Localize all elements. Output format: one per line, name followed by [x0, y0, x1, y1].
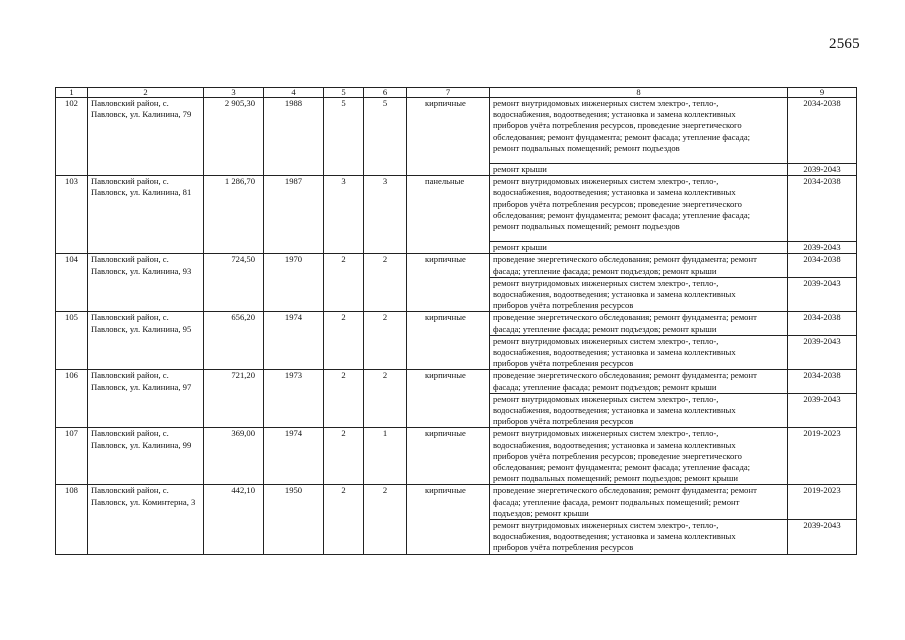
period-cell: 2034-2038	[788, 98, 857, 164]
year-cell: 1973	[264, 370, 324, 428]
row-number-cell: 104	[56, 254, 88, 312]
address-cell: Павловский район, с. Павловск, ул. Калинина, 93	[88, 254, 204, 312]
column-number-row	[56, 88, 857, 98]
area-cell: 2 905,30	[204, 98, 264, 176]
floors-cell: 5	[324, 98, 364, 176]
works-cell: ремонт внутридомовых инженерных систем электро-, тепло-, водоснабжения, водоотведения; установка и замена коллективных приборов учёта потребления ресурсов; проведение энергетического обследования; ремонт фундамента; ремонт фасада; утепление фасада; ремонт подвальных помещений; ремонт подъездов; ремонт крыши	[490, 428, 788, 485]
year-cell: 1974	[264, 312, 324, 370]
area-cell: 1 286,70	[204, 176, 264, 254]
year-cell: 1988	[264, 98, 324, 176]
works-cell: проведение энергетического обследования; ремонт фундамента; ремонт фасада; утепление фасада; ремонт подъездов; ремонт крыши	[490, 312, 788, 335]
period-cell: 2019-2023	[788, 428, 857, 485]
column-header: 6	[364, 88, 407, 98]
period-cell: 2039-2043	[788, 164, 857, 176]
year-cell: 1950	[264, 485, 324, 554]
row-number-cell: 105	[56, 312, 88, 370]
entrances-cell: 2	[364, 312, 407, 370]
year-cell: 1974	[264, 428, 324, 485]
row-number-cell: 108	[56, 485, 88, 554]
period-cell: 2039-2043	[788, 393, 857, 428]
works-cell: проведение энергетического обследования; ремонт фундамента; ремонт фасада; утепление фасада; ремонт подъездов; ремонт крыши	[490, 370, 788, 393]
period-cell: 2034-2038	[788, 370, 857, 393]
column-header: 5	[324, 88, 364, 98]
floors-cell: 2	[324, 428, 364, 485]
entrances-cell: 5	[364, 98, 407, 176]
address-cell: Павловский район, с. Павловск, ул. Калинина, 97	[88, 370, 204, 428]
floors-cell: 2	[324, 370, 364, 428]
table-row	[56, 312, 857, 335]
wall-material-cell: кирпичные	[407, 428, 490, 485]
column-header: 3	[204, 88, 264, 98]
column-header: 1	[56, 88, 88, 98]
works-cell: ремонт внутридомовых инженерных систем электро-, тепло-, водоснабжения, водоотведения; установка и замена коллективных приборов учёта потребления ресурсов; проведение энергетического обследования; ремонт фундамента; ремонт фасада; утепление фасада; ремонт подвальных помещений; ремонт подъездов	[490, 176, 788, 242]
works-cell: ремонт внутридомовых инженерных систем электро-, тепло-, водоснабжения, водоотведения; установка и замена коллективных приборов учёта потребления ресурсов	[490, 277, 788, 312]
row-number-cell: 103	[56, 176, 88, 254]
table-row	[56, 254, 857, 277]
works-cell: ремонт внутридомовых инженерных систем электро-, тепло-, водоснабжения, водоотведения; установка и замена коллективных приборов учёта потребления ресурсов, проведение энергетического обследования; ремонт фундамента; ремонт фасада; утепление фасада; ремонт подвальных помещений; ремонт подъездов	[490, 98, 788, 164]
wall-material-cell: кирпичные	[407, 312, 490, 370]
year-cell: 1987	[264, 176, 324, 254]
wall-material-cell: кирпичные	[407, 370, 490, 428]
column-header: 9	[788, 88, 857, 98]
period-cell: 2039-2043	[788, 520, 857, 555]
row-number-cell: 106	[56, 370, 88, 428]
wall-material-cell: кирпичные	[407, 485, 490, 554]
area-cell: 656,20	[204, 312, 264, 370]
period-cell: 2039-2043	[788, 242, 857, 254]
entrances-cell: 2	[364, 485, 407, 554]
address-cell: Павловский район, с. Павловск, ул. Коминтерна, 3	[88, 485, 204, 554]
period-cell: 2034-2038	[788, 312, 857, 335]
address-cell: Павловский район, с. Павловск, ул. Калинина, 79	[88, 98, 204, 176]
wall-material-cell: кирпичные	[407, 98, 490, 176]
column-header: 2	[88, 88, 204, 98]
period-cell: 2039-2043	[788, 335, 857, 370]
repair-schedule-table	[55, 87, 857, 555]
works-cell: проведение энергетического обследования; ремонт фундамента; ремонт фасада; утепление фасада, ремонт подвальных помещений; ремонт подъездов; ремонт крыши	[490, 485, 788, 520]
area-cell: 721,20	[204, 370, 264, 428]
column-header: 4	[264, 88, 324, 98]
column-header: 7	[407, 88, 490, 98]
table-row	[56, 176, 857, 242]
entrances-cell: 1	[364, 428, 407, 485]
address-cell: Павловский район, с. Павловск, ул. Калинина, 99	[88, 428, 204, 485]
table-row	[56, 370, 857, 393]
table-row	[56, 485, 857, 520]
wall-material-cell: кирпичные	[407, 254, 490, 312]
floors-cell: 2	[324, 312, 364, 370]
entrances-cell: 2	[364, 254, 407, 312]
page-number: 2565	[829, 36, 860, 52]
column-header: 8	[490, 88, 788, 98]
period-cell: 2039-2043	[788, 277, 857, 312]
entrances-cell: 2	[364, 370, 407, 428]
works-cell: ремонт внутридомовых инженерных систем электро-, тепло-, водоснабжения, водоотведения; установка и замена коллективных приборов учёта потребления ресурсов	[490, 335, 788, 370]
entrances-cell: 3	[364, 176, 407, 254]
year-cell: 1970	[264, 254, 324, 312]
floors-cell: 2	[324, 254, 364, 312]
address-cell: Павловский район, с. Павловск, ул. Калинина, 95	[88, 312, 204, 370]
wall-material-cell: панельные	[407, 176, 490, 254]
works-cell: ремонт внутридомовых инженерных систем электро-, тепло-, водоснабжения, водоотведения; установка и замена коллективных приборов учёта потребления ресурсов	[490, 520, 788, 555]
works-cell: ремонт крыши	[490, 164, 788, 176]
works-cell: проведение энергетического обследования; ремонт фундамента; ремонт фасада; утепление фасада; ремонт подъездов; ремонт крыши	[490, 254, 788, 277]
row-number-cell: 102	[56, 98, 88, 176]
floors-cell: 2	[324, 485, 364, 554]
table-row	[56, 98, 857, 164]
period-cell: 2034-2038	[788, 254, 857, 277]
area-cell: 724,50	[204, 254, 264, 312]
table-row	[56, 428, 857, 485]
floors-cell: 3	[324, 176, 364, 254]
works-cell: ремонт крыши	[490, 242, 788, 254]
period-cell: 2019-2023	[788, 485, 857, 520]
area-cell: 369,00	[204, 428, 264, 485]
area-cell: 442,10	[204, 485, 264, 554]
row-number-cell: 107	[56, 428, 88, 485]
address-cell: Павловский район, с. Павловск, ул. Калинина, 81	[88, 176, 204, 254]
works-cell: ремонт внутридомовых инженерных систем электро-, тепло-, водоснабжения, водоотведения; установка и замена коллективных приборов учёта потребления ресурсов	[490, 393, 788, 428]
period-cell: 2034-2038	[788, 176, 857, 242]
